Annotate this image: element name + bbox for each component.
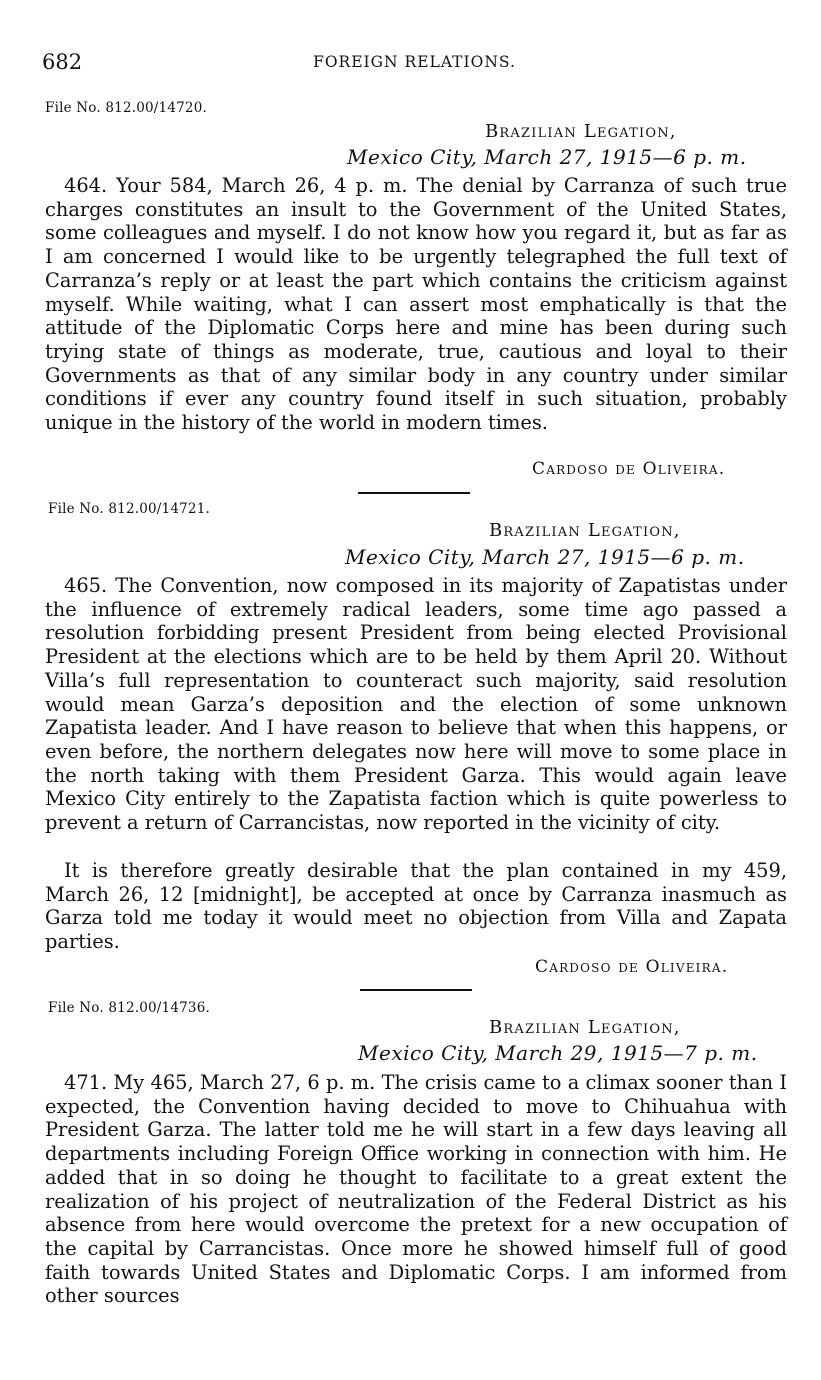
file-number: File No. 812.00/14736. (48, 1000, 210, 1016)
telegram-paragraph: 465. The Convention, now composed in its majority of Zapatistas under the influence of extremely radical leaders, some time ago passed a resolution forbidding present President from being elected Provisional President at the elections which are to be held by them April 20. Without Villa’s full representation to counteract such majority, said resolution would mean Garza’s deposition and the election of some unknown Zapatista leader. And I have reason to believe that when this happens, or even before, the northern delegates now here will move to some place in the north taking with them President Garza. This would again leave Mexico City entirely to the Zapatista faction which is quite powerless to prevent a return of Carrancistas, now reported in the vicinity of city. (45, 574, 787, 835)
telegram-paragraph: 471. My 465, March 27, 6 p. m. The crisis came to a climax sooner than I expected, the Convention having decided to move to Chihuahua with President Garza. The latter told me he will start in a few days leaving all departments including Foreign Office working in connection with him. He added that in so doing he thought to facilitate to a great extent the realization of his project of neutralization of the Federal District as his absence from here would overcome the pretext for a new occupation of the capital by Carrancistas. Once more he showed himself full of good faith towards United States and Diplomatic Corps. I am informed from other sources (45, 1071, 787, 1308)
sender-heading: Brazilian Legation, (485, 121, 677, 142)
signature: Cardoso de Oliveira. (532, 459, 726, 479)
signature: Cardoso de Oliveira. (535, 957, 729, 977)
page-number: 682 (42, 50, 83, 74)
dateline: Mexico City, March 27, 1915—6 p. m. (347, 145, 747, 169)
sender-heading: Brazilian Legation, (489, 520, 681, 541)
dateline: Mexico City, March 27, 1915—6 p. m. (345, 545, 745, 569)
running-head (42, 50, 787, 78)
telegram-paragraph: 464. Your 584, March 26, 4 p. m. The denial by Carranza of such true charges constitutes an insult to the Government of the United States, some colleagues and myself. I do not know how you regard it, but as far as I am concerned I would like to be urgently telegraphed the full text of Carranza’s reply or at least the part which contains the criticism against myself. While waiting, what I can assert most emphatically is that the attitude of the Diplomatic Corps here and mine has been during such trying state of things as moderate, true, cautious and loyal to their Governments as that of any similar body in any country under similar conditions if ever any country found itself in such situation, probably unique in the history of the world in modern times. (45, 174, 787, 435)
running-title: FOREIGN RELATIONS. (313, 53, 516, 71)
file-number: File No. 812.00/14720. (45, 100, 207, 116)
file-number: File No. 812.00/14721. (48, 501, 210, 517)
telegram-paragraph: It is therefore greatly desirable that the plan contained in my 459, March 26, 12 [midnight], be accepted at once by Carranza inasmuch as Garza told me today it would meet no objection from Villa and Zapata parties. (45, 859, 787, 954)
sender-heading: Brazilian Legation, (489, 1017, 681, 1038)
dateline: Mexico City, March 29, 1915—7 p. m. (358, 1041, 758, 1065)
section-divider (360, 989, 472, 991)
section-divider (358, 492, 470, 494)
